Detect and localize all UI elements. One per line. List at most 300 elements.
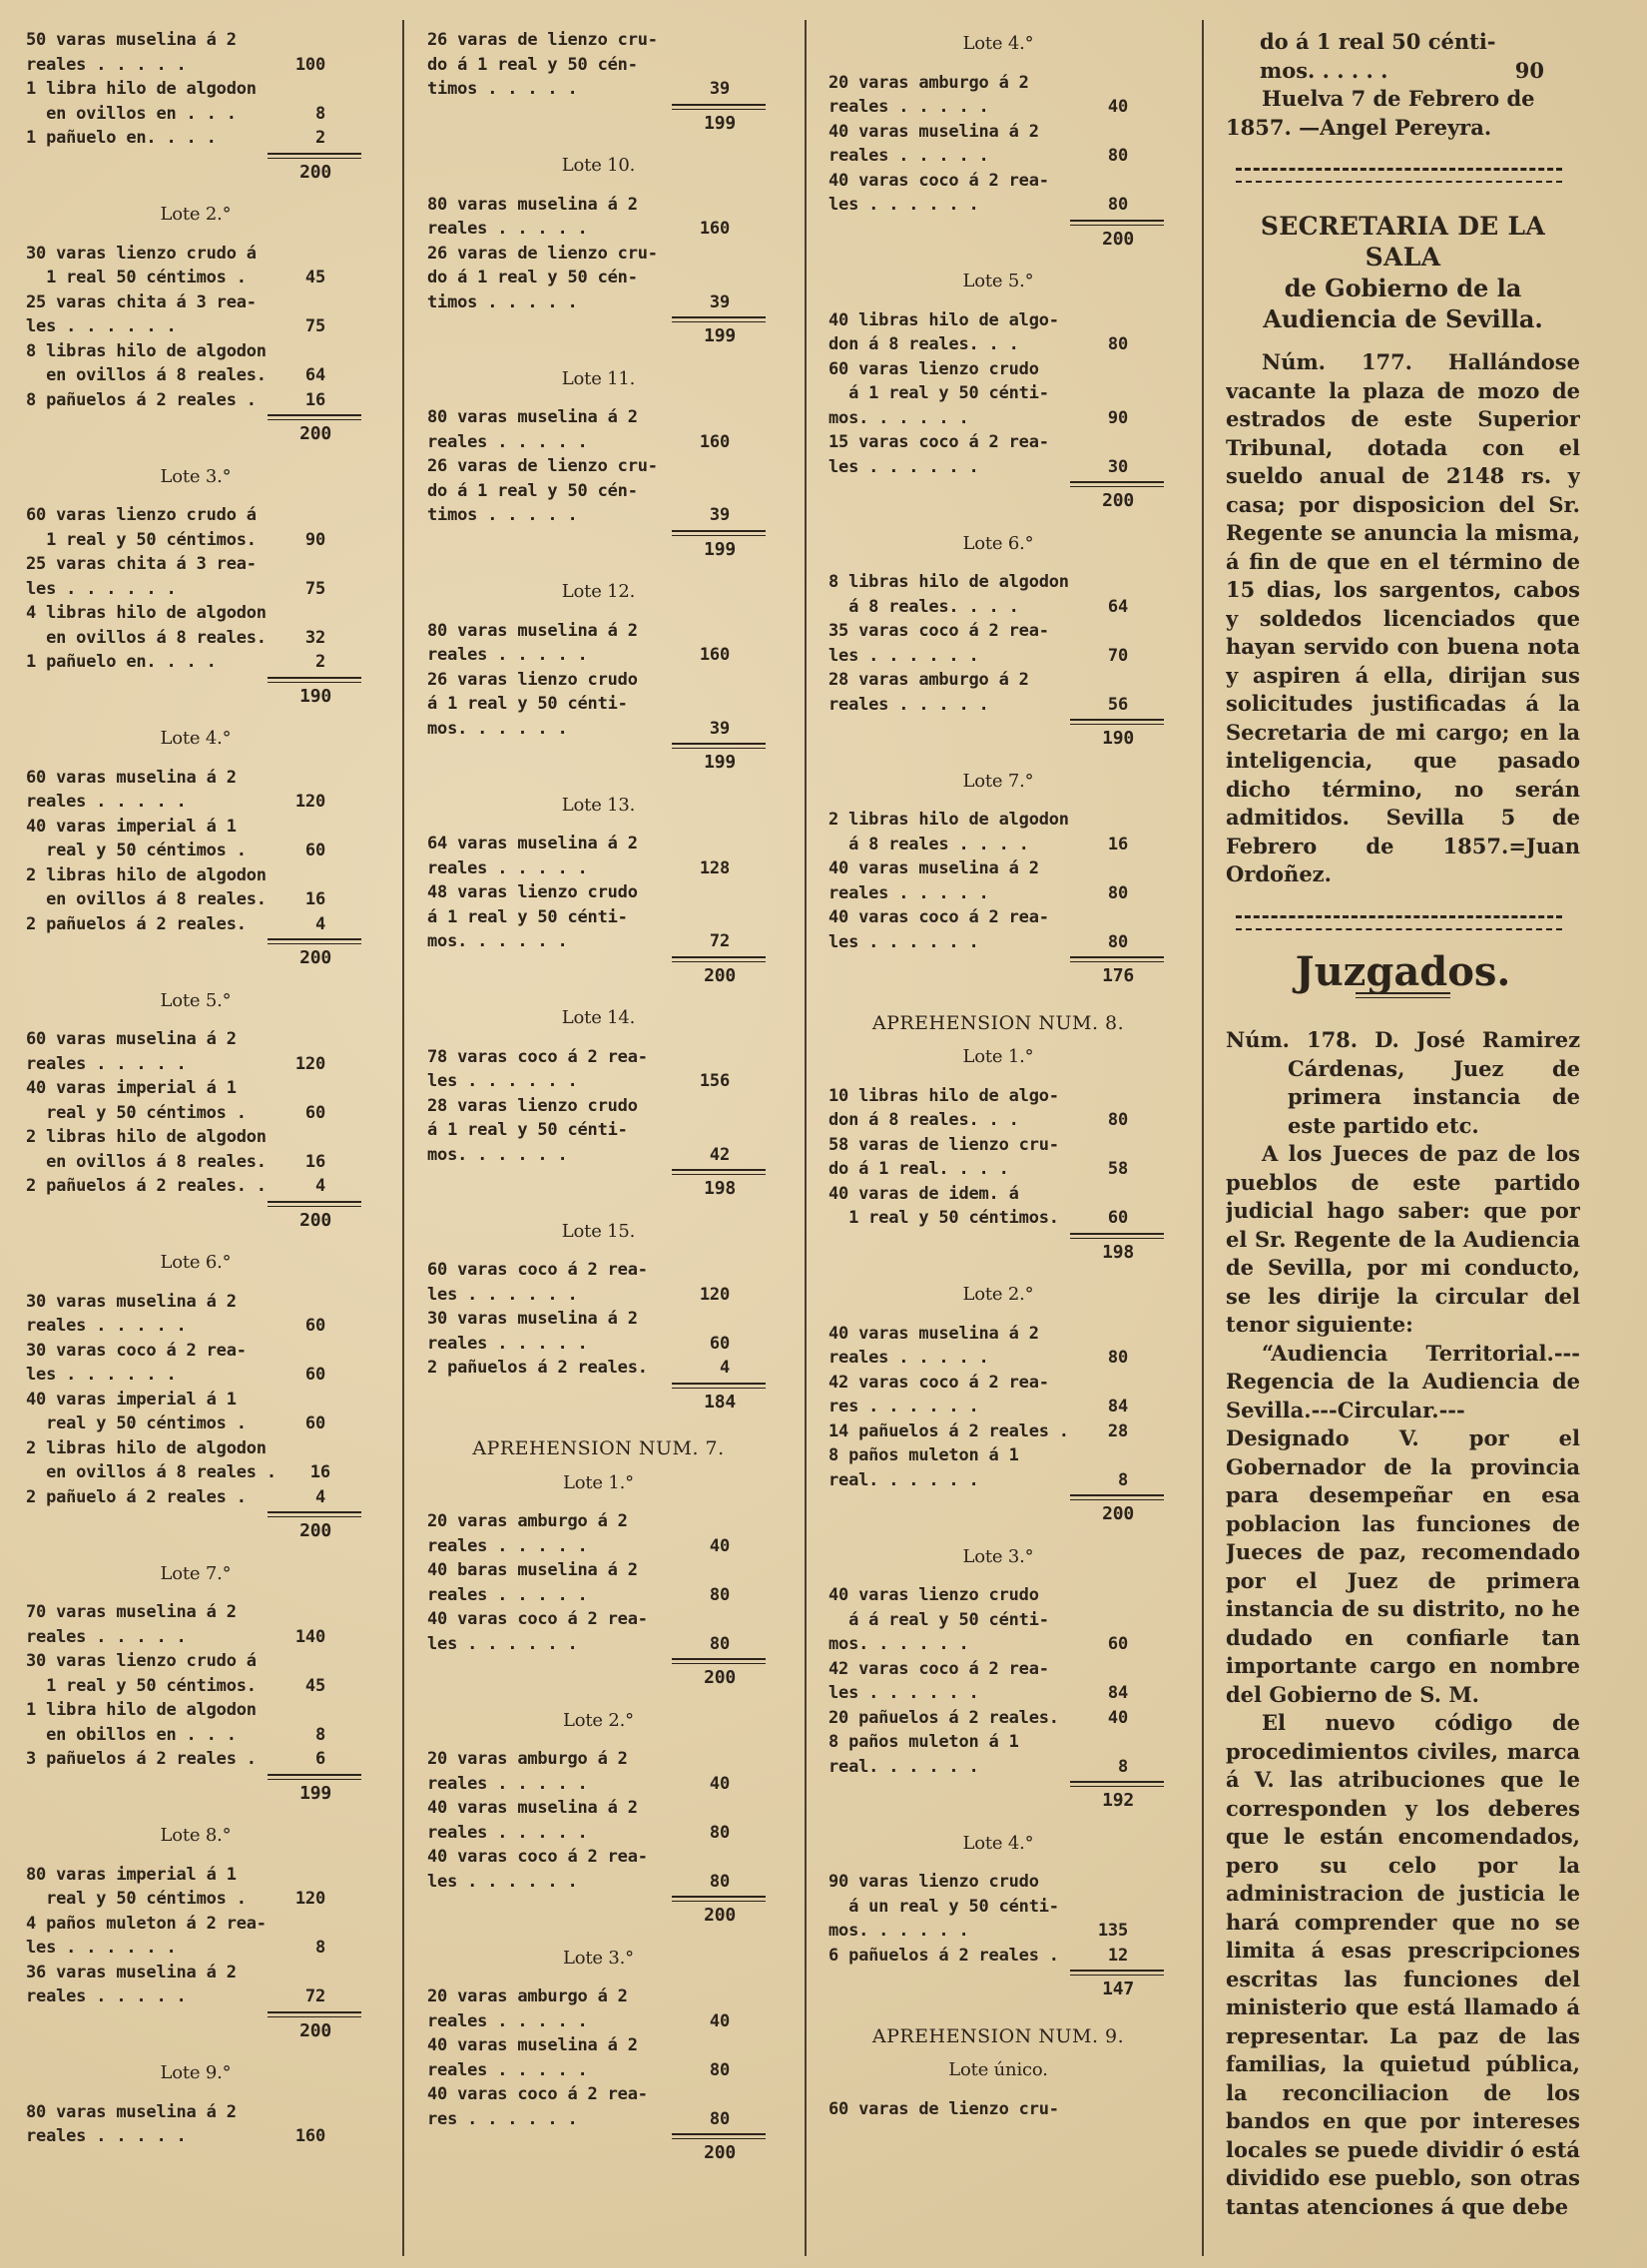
lot-title: Lote 3.° <box>160 465 232 487</box>
item-value: 90 <box>1514 57 1544 83</box>
total-value: 200 <box>704 1905 736 1926</box>
item-value: 60 <box>1107 1634 1128 1654</box>
item-description: 28 varas amburgo á 2 <box>828 670 1029 690</box>
item-description: 40 varas coco á 2 rea- <box>427 2084 648 2104</box>
item-value: 2 <box>314 128 325 148</box>
item-line <box>427 1821 770 1846</box>
item-line <box>828 144 1168 169</box>
item-line <box>828 1443 1168 1468</box>
item-line <box>427 1258 770 1283</box>
item-value: 4 <box>314 1486 325 1507</box>
item-description: res . . . . . . <box>427 2108 578 2129</box>
lot-title: Lote 11. <box>561 367 636 389</box>
item-line <box>828 808 1168 833</box>
lot-item <box>427 454 770 528</box>
item-description: 42 varas coco á 2 rea- <box>828 1372 1049 1393</box>
item-value: 45 <box>304 268 325 287</box>
lot-item <box>26 339 365 388</box>
total-value: 200 <box>299 1209 331 1231</box>
item-description: do á 1 real y 50 cén- <box>427 268 638 287</box>
lot-item <box>427 2082 770 2131</box>
item-description: 60 varas coco á 2 rea- <box>427 1260 648 1280</box>
total-value: 200 <box>1102 1503 1134 1524</box>
lot-item <box>26 552 365 601</box>
lot-title: Lote 5.° <box>160 989 232 1011</box>
item-description: 40 varas imperial á 1 <box>26 1078 237 1098</box>
item-description: 60 varas muselina á 2 <box>26 767 237 788</box>
item-line <box>26 1887 365 1912</box>
item-line <box>26 1961 365 1985</box>
item-description: 26 varas de lienzo cru- <box>427 243 658 264</box>
lot-item <box>26 77 365 126</box>
lot-total <box>427 1896 770 1929</box>
lot-title: Lote 1.° <box>563 1471 634 1493</box>
item-description: 1 pañuelo en. . . . <box>26 128 217 148</box>
aprehension-heading: APREHENSION NUM. 8. <box>871 1011 1125 1034</box>
item-line <box>26 790 365 815</box>
item-description: á á real y 50 cénti- <box>828 1609 1049 1630</box>
item-description: 1 libra hilo de algodon <box>26 1700 257 1720</box>
item-description: les . . . . . . <box>427 1633 578 1654</box>
item-line <box>828 406 1168 431</box>
item-description: reales . . . . . <box>427 857 588 878</box>
item-description: real y 50 céntimos . <box>26 841 247 860</box>
item-line <box>427 242 770 267</box>
total-rule <box>672 743 766 749</box>
notice-paragraph: El nuevo código de procedimientos civiles, marca á V. las atribuciones que le corresponden y los deberes que le están encomendados, pero su celo por la administracion de justicia le hará comprender que no se limita á esas prescripciones escritas las funciones del ministerio que está llamado á representar. La paz de las familias, la quietud pública, la reconciliacion de los bandos en que por intereses locales se puede dividir ó está dividido ese pueblo, son otras tantas atenciones á que debe <box>1226 1710 1580 2219</box>
total-value: 198 <box>704 1178 736 1199</box>
lot-item <box>828 1322 1168 1371</box>
notice-178-header: Núm. 178. D. José Ramirez Cárdenas, Juez de primera instancia de este partido etc. <box>1226 1027 1580 1138</box>
item-description: les . . . . . . <box>828 195 979 215</box>
item-description: mos. . . . . . <box>828 1634 969 1654</box>
lot-total <box>427 743 770 776</box>
item-description: 30 varas muselina á 2 <box>427 1309 638 1329</box>
item-description: 40 varas imperial á 1 <box>26 1389 237 1410</box>
item-description: 2 libras hilo de algodon <box>26 864 267 885</box>
item-value: 40 <box>709 2010 730 2031</box>
item-line <box>828 308 1168 333</box>
total-value: 190 <box>1102 728 1134 749</box>
item-line <box>427 1583 770 1608</box>
lot-item <box>427 1558 770 1607</box>
item-line <box>26 1723 365 1748</box>
item-description: 36 varas muselina á 2 <box>26 1962 237 1983</box>
lot-item <box>828 905 1168 954</box>
lot-item <box>828 169 1168 218</box>
item-line <box>26 1649 365 1674</box>
item-line <box>26 266 365 290</box>
lot-item <box>828 619 1168 668</box>
item-description: 25 varas chita á 3 rea- <box>26 554 257 574</box>
item-description: reales . . . . . <box>26 1626 187 1647</box>
item-description: do á 1 real y 50 cén- <box>427 54 638 75</box>
notice-paragraph: A los Jueces de paz de los pueblos de este partido judicial hago saber: que por el Sr. Regente de la Audiencia de Sevilla, por mi conducto, se les dirije la circular del tenor siguiente: <box>1226 1141 1580 1337</box>
item-line <box>828 1133 1168 1158</box>
item-line <box>828 71 1168 96</box>
column-rule <box>805 20 807 2256</box>
item-value: 16 <box>304 1151 325 1172</box>
item-description: les . . . . . . <box>828 1683 979 1703</box>
item-description: 8 libras hilo de algodon <box>26 340 267 361</box>
item-description: 35 varas coco á 2 rea- <box>828 621 1049 641</box>
lot-item <box>26 2100 365 2149</box>
item-value: 80 <box>709 2059 730 2080</box>
item-value: 2 <box>314 652 325 672</box>
lot-title: Lote 15. <box>561 1220 636 1242</box>
item-line <box>427 1632 770 1657</box>
item-line <box>26 1101 365 1126</box>
item-description: reales . . . . . <box>26 1053 187 1074</box>
lot-item <box>427 1356 770 1381</box>
item-description: reales . . . . . <box>828 97 989 117</box>
item-line <box>26 1747 365 1772</box>
lot-item <box>828 1182 1168 1231</box>
item-line <box>427 668 770 693</box>
item-line <box>26 242 365 267</box>
item-line <box>26 1460 365 1485</box>
item-description: reales . . . . . <box>427 1535 588 1556</box>
lot-item <box>26 601 365 650</box>
item-description: 4 paños muleton á 2 rea- <box>26 1913 267 1934</box>
lot-title: Lote 2.° <box>962 1284 1034 1305</box>
item-value: 70 <box>1107 645 1128 666</box>
item-line <box>26 815 365 840</box>
item-value: 30 <box>1107 456 1128 477</box>
item-line <box>427 28 770 53</box>
lot-item <box>828 430 1168 479</box>
total-rule <box>672 956 766 962</box>
item-line <box>828 1608 1168 1633</box>
item-value: 8 <box>314 1724 325 1745</box>
item-description: les . . . . . . <box>427 1871 578 1892</box>
lot-list <box>26 203 365 2149</box>
item-line <box>828 881 1168 906</box>
item-description: reales . . . . . <box>828 882 989 903</box>
item-line <box>26 388 365 413</box>
lot-title: Lote 12. <box>561 581 636 602</box>
item-value: 80 <box>1107 1110 1128 1130</box>
lot-total <box>427 1169 770 1202</box>
item-value: 75 <box>304 578 325 599</box>
item-line <box>427 2033 770 2058</box>
item-row <box>1226 57 1580 86</box>
lot-item <box>427 668 770 742</box>
column-2 <box>427 28 770 2262</box>
item-line <box>427 430 770 455</box>
item-line <box>828 95 1168 120</box>
aprehension-heading: APREHENSION NUM. 7. <box>472 1437 725 1459</box>
item-description: real y 50 céntimos . <box>26 1102 247 1123</box>
lot-title: Lote 4.° <box>160 728 232 749</box>
item-description: 25 varas chita á 3 rea- <box>26 291 257 312</box>
lot-item <box>828 1084 1168 1133</box>
juzgados-heading: Juzgados. <box>1295 947 1511 995</box>
lot-item <box>828 71 1168 120</box>
item-line <box>427 217 770 242</box>
continued-item <box>1226 28 1580 85</box>
lot-item <box>427 405 770 454</box>
item-line <box>828 1681 1168 1706</box>
item-line <box>26 1984 365 2009</box>
item-value: 80 <box>709 2108 730 2129</box>
item-line <box>427 905 770 930</box>
item-description: 15 varas coco á 2 rea- <box>828 432 1049 452</box>
total-value: 200 <box>299 161 331 183</box>
item-value: 12 <box>1107 1945 1128 1966</box>
item-line: mos. . . . . . <box>1260 57 1388 83</box>
item-line <box>828 619 1168 644</box>
total-rule <box>672 1896 766 1902</box>
item-line <box>828 332 1168 357</box>
total-value: 199 <box>704 112 736 134</box>
lot-item <box>828 120 1168 169</box>
item-description: reales . . . . . <box>26 792 187 812</box>
item-line <box>828 1657 1168 1682</box>
lot-item <box>828 856 1168 905</box>
item-line <box>427 1870 770 1895</box>
item-description: 30 varas coco á 2 rea- <box>26 1340 247 1361</box>
lot-item <box>26 1027 365 1076</box>
total-rule <box>672 1169 766 1175</box>
item-description: 60 varas lienzo crudo á <box>26 505 257 525</box>
total-rule <box>672 1658 766 1664</box>
item-line <box>427 53 770 78</box>
item-line <box>427 1332 770 1357</box>
item-line <box>26 28 365 53</box>
item-description: 10 libras hilo de algo- <box>828 1085 1059 1106</box>
item-line <box>26 314 365 339</box>
item-line <box>427 929 770 954</box>
item-description: 58 varas de lienzo cru- <box>828 1134 1059 1155</box>
item-line <box>26 839 365 863</box>
item-line <box>26 912 365 937</box>
item-line <box>828 357 1168 382</box>
item-line <box>26 528 365 553</box>
lot-item <box>26 28 365 77</box>
item-line <box>427 1772 770 1797</box>
lot-item <box>828 308 1168 357</box>
item-description: les . . . . . . <box>828 931 979 952</box>
item-description: 40 varas muselina á 2 <box>427 2035 638 2055</box>
total-value: 200 <box>299 2019 331 2041</box>
column-3 <box>828 28 1168 2262</box>
lot-total <box>427 104 770 137</box>
item-line <box>427 290 770 315</box>
item-description: 1 real y 50 céntimos. <box>26 529 257 550</box>
item-description: reales . . . . . <box>427 1584 588 1605</box>
lot-title: Lote único. <box>948 2059 1048 2080</box>
item-line <box>828 1919 1168 1944</box>
lot-title: Lote 2.° <box>563 1709 634 1731</box>
lot-item <box>828 1944 1168 1969</box>
separator <box>1236 915 1562 930</box>
lot-item <box>26 1961 365 2009</box>
item-line <box>427 856 770 881</box>
item-line <box>26 1125 365 1150</box>
lot-item <box>427 28 770 102</box>
column-4 <box>1226 28 1580 2262</box>
item-description: reales . . . . . <box>828 146 989 166</box>
lot-list <box>828 1045 1168 2002</box>
item-value: 8 <box>1117 1756 1128 1777</box>
lot-item <box>828 1583 1168 1657</box>
item-line: do á 1 real 50 cénti- <box>1260 29 1496 54</box>
lot-title: Lote 2.° <box>160 204 232 225</box>
item-line <box>828 1157 1168 1182</box>
item-description: do á 1 real. . . . <box>828 1159 1009 1179</box>
lot-item <box>427 832 770 880</box>
item-description: 30 varas lienzo crudo á <box>26 243 257 264</box>
item-value: 120 <box>699 1284 730 1305</box>
item-description: 20 varas amburgo á 2 <box>427 1511 628 1531</box>
item-value: 80 <box>1107 931 1128 952</box>
lot-list <box>427 154 770 1415</box>
notice-paragraph: “Audiencia Territorial.---Regencia de la Audiencia de Sevilla.---Circular.---Designado V. por el Gobernador de la provincia para desempeñar en esa poblacion las funciones de Jueces de paz, recomendado por el Juez de primera instancia de su distrito, no he dudado en confiarle tan importante cargo en nombre del Gobierno de S. M. <box>1226 1340 1580 1707</box>
lot-item <box>427 619 770 668</box>
item-description: les . . . . . . <box>26 1365 177 1385</box>
item-description: reales . . . . . <box>427 1773 588 1794</box>
item-description: 40 libras hilo de algo- <box>828 309 1059 330</box>
item-value: 16 <box>304 389 325 410</box>
item-value: 84 <box>1107 1397 1128 1417</box>
lot-item <box>828 570 1168 619</box>
item-value: 40 <box>709 1773 730 1794</box>
separator <box>1236 168 1562 183</box>
lot-item <box>828 1419 1168 1444</box>
item-description: 60 varas muselina á 2 <box>26 1029 237 1049</box>
lot-total <box>828 220 1168 253</box>
item-line <box>427 1045 770 1070</box>
lot-item <box>26 863 365 912</box>
item-line <box>26 126 365 151</box>
item-line <box>828 1583 1168 1608</box>
item-line <box>427 1796 770 1821</box>
item-line <box>26 1339 365 1364</box>
item-line <box>26 1052 365 1077</box>
item-description: 40 varas imperial á 1 <box>26 816 237 837</box>
item-value: 80 <box>709 1633 730 1654</box>
item-description: 1 real y 50 céntimos. <box>26 1675 257 1696</box>
item-line <box>828 430 1168 455</box>
total-value: 199 <box>299 1782 331 1804</box>
item-line <box>26 1600 365 1625</box>
item-description: 40 varas de idem. á <box>828 1183 1019 1204</box>
item-description: 1 real y 50 céntimos. <box>828 1208 1059 1228</box>
lot-item <box>828 1706 1168 1731</box>
item-line <box>828 1322 1168 1347</box>
item-line <box>26 1436 365 1461</box>
item-line <box>26 1076 365 1101</box>
item-line <box>26 1388 365 1413</box>
item-line <box>26 1698 365 1723</box>
item-line <box>427 692 770 717</box>
item-value: 80 <box>709 1822 730 1843</box>
item-value: 4 <box>314 913 325 934</box>
total-rule <box>1070 1494 1164 1500</box>
item-description: don á 8 reales. . . <box>828 1110 1019 1130</box>
lot-item <box>26 1649 365 1698</box>
lot-item <box>26 1485 365 1510</box>
lot-total <box>26 938 365 971</box>
lot-title: Lote 4.° <box>962 33 1034 54</box>
item-value: 120 <box>294 792 325 812</box>
item-line <box>828 833 1168 857</box>
total-value: 200 <box>299 947 331 968</box>
item-description: don á 8 reales. . . <box>828 334 1019 354</box>
item-description: reales . . . . . <box>427 431 588 452</box>
item-description: 48 varas lienzo crudo <box>427 882 638 902</box>
total-rule <box>268 1774 361 1780</box>
item-line <box>828 1730 1168 1755</box>
lot-item <box>828 1133 1168 1182</box>
item-line <box>26 2100 365 2125</box>
lots-top <box>427 28 770 136</box>
total-rule <box>672 1383 766 1389</box>
item-description: á 1 real y 50 cénti- <box>828 383 1049 403</box>
lot-title: Lote 1.° <box>962 1046 1034 1067</box>
item-description: res . . . . . . <box>828 1397 979 1417</box>
item-line <box>26 577 365 602</box>
column-rule <box>402 20 404 2256</box>
item-line <box>427 1283 770 1308</box>
item-value: 72 <box>709 931 730 951</box>
item-line <box>828 644 1168 669</box>
item-description: 90 varas lienzo crudo <box>828 1872 1039 1892</box>
lot-item <box>828 808 1168 856</box>
lot-title: Lote 3.° <box>962 1545 1034 1567</box>
item-description: 40 varas muselina á 2 <box>828 121 1039 142</box>
lot-total <box>828 719 1168 752</box>
item-line <box>828 1468 1168 1493</box>
total-rule <box>268 677 361 683</box>
item-description: 50 varas muselina á 2 <box>26 30 237 50</box>
item-line <box>828 1706 1168 1731</box>
item-value: 8 <box>314 1938 325 1958</box>
item-description: les . . . . . . <box>26 578 177 599</box>
item-value: 16 <box>1107 834 1128 854</box>
item-description: 40 varas coco á 2 rea- <box>828 170 1049 191</box>
item-description: 2 pañuelo á 2 reales . <box>26 1486 247 1507</box>
lot-title: Lote 3.° <box>563 1947 634 1969</box>
item-description: 30 varas lienzo crudo á <box>26 1651 257 1671</box>
item-description: real. . . . . . <box>828 1756 979 1777</box>
item-value: 58 <box>1107 1159 1128 1179</box>
item-value: 80 <box>709 1871 730 1892</box>
item-description: 2 pañuelos á 2 reales. . <box>26 1176 267 1196</box>
item-line <box>427 2107 770 2132</box>
lot-item <box>26 1863 365 1912</box>
lot-total <box>828 956 1168 989</box>
item-line <box>26 1485 365 1510</box>
item-description: les . . . . . . <box>427 1284 578 1305</box>
total-rule <box>672 316 766 322</box>
item-line <box>427 643 770 668</box>
total-rule <box>1070 1781 1164 1787</box>
item-line <box>26 363 365 388</box>
column-rule <box>1202 20 1204 2256</box>
item-value: 160 <box>294 2126 325 2146</box>
item-line <box>26 102 365 127</box>
item-value: 60 <box>304 1102 325 1123</box>
item-line <box>26 1174 365 1199</box>
item-line <box>427 503 770 528</box>
lot-item <box>427 242 770 315</box>
item-description: mos. . . . . . <box>427 931 568 951</box>
lot-total <box>828 1970 1168 2002</box>
lot-item <box>26 1125 365 1174</box>
lot-item <box>427 1747 770 1796</box>
